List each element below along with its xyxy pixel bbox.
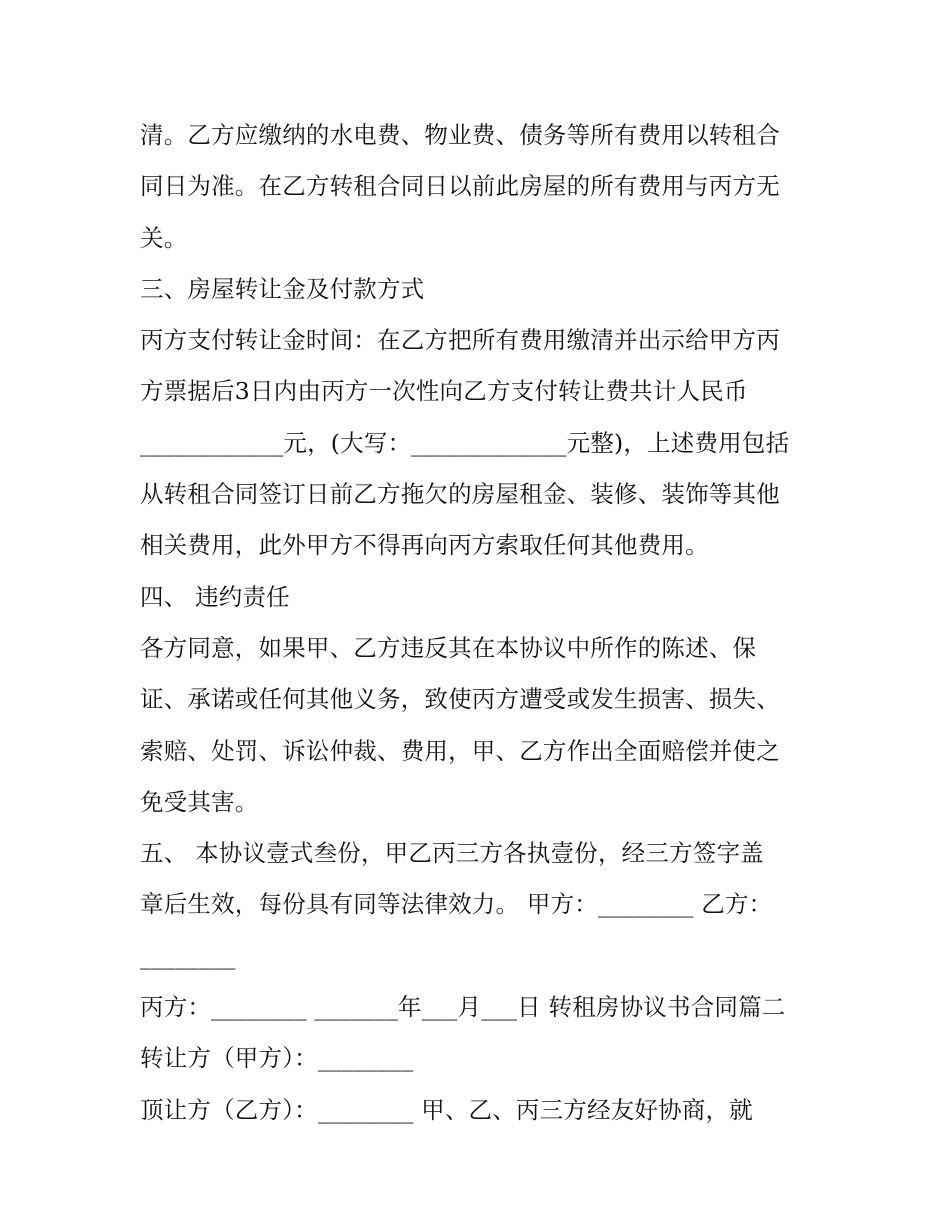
text-line: 同日为准。在乙方转租合同日以前此房屋的所有费用与丙方无	[140, 172, 780, 201]
section-heading-copies: 五、 本协议壹式叁份，甲乙丙三方各执壹份，经三方签字盖	[140, 839, 764, 868]
text-line: 索赔、处罚、诉讼仲裁、费用，甲、乙方作出全面赔偿并使之	[140, 736, 780, 765]
text-line: 章后生效，每份具有同等法律效力。 甲方：________ 乙方：	[140, 890, 773, 919]
text-line: ____________元，(大写：_____________元整)，上述费用包括	[140, 428, 790, 457]
section-heading-payment: 三、房屋转让金及付款方式	[140, 274, 425, 303]
text-line: 免受其害。	[140, 787, 259, 816]
text-line: 关。	[140, 223, 188, 252]
text-line: 丙方：________ _______年___月___日 转租房协议书合同篇二	[140, 993, 786, 1022]
contract-text	[140, 110, 830, 1136]
text-line: 清。乙方应缴纳的水电费、物业费、债务等所有费用以转租合	[140, 121, 780, 149]
text-line: 相关费用，此外甲方不得再向丙方索取任何其他费用。	[140, 531, 709, 560]
text-line: 证、承诺或任何其他义务，致使丙方遭受或发生损害、损失、	[140, 685, 780, 714]
text-line: 从转租合同签订日前乙方拖欠的房屋租金、装修、装饰等其他	[140, 480, 780, 509]
text-line: 丙方支付转让金时间：在乙方把所有费用缴清并出示给甲方丙	[140, 326, 780, 355]
section-heading-liability: 四、 违约责任	[140, 582, 290, 611]
transferor-line: 转让方（甲方）：________	[140, 1044, 414, 1073]
text-line: 方票据后3日内由丙方一次性向乙方支付转让费共计人民币	[140, 377, 748, 406]
transferee-line: 顶让方（乙方）：________ 甲、乙、丙三方经友好协商，就	[140, 1095, 753, 1124]
text-line: 各方同意，如果甲、乙方违反其在本协议中所作的陈述、保	[140, 633, 757, 662]
signature-blank: ________	[140, 941, 236, 970]
